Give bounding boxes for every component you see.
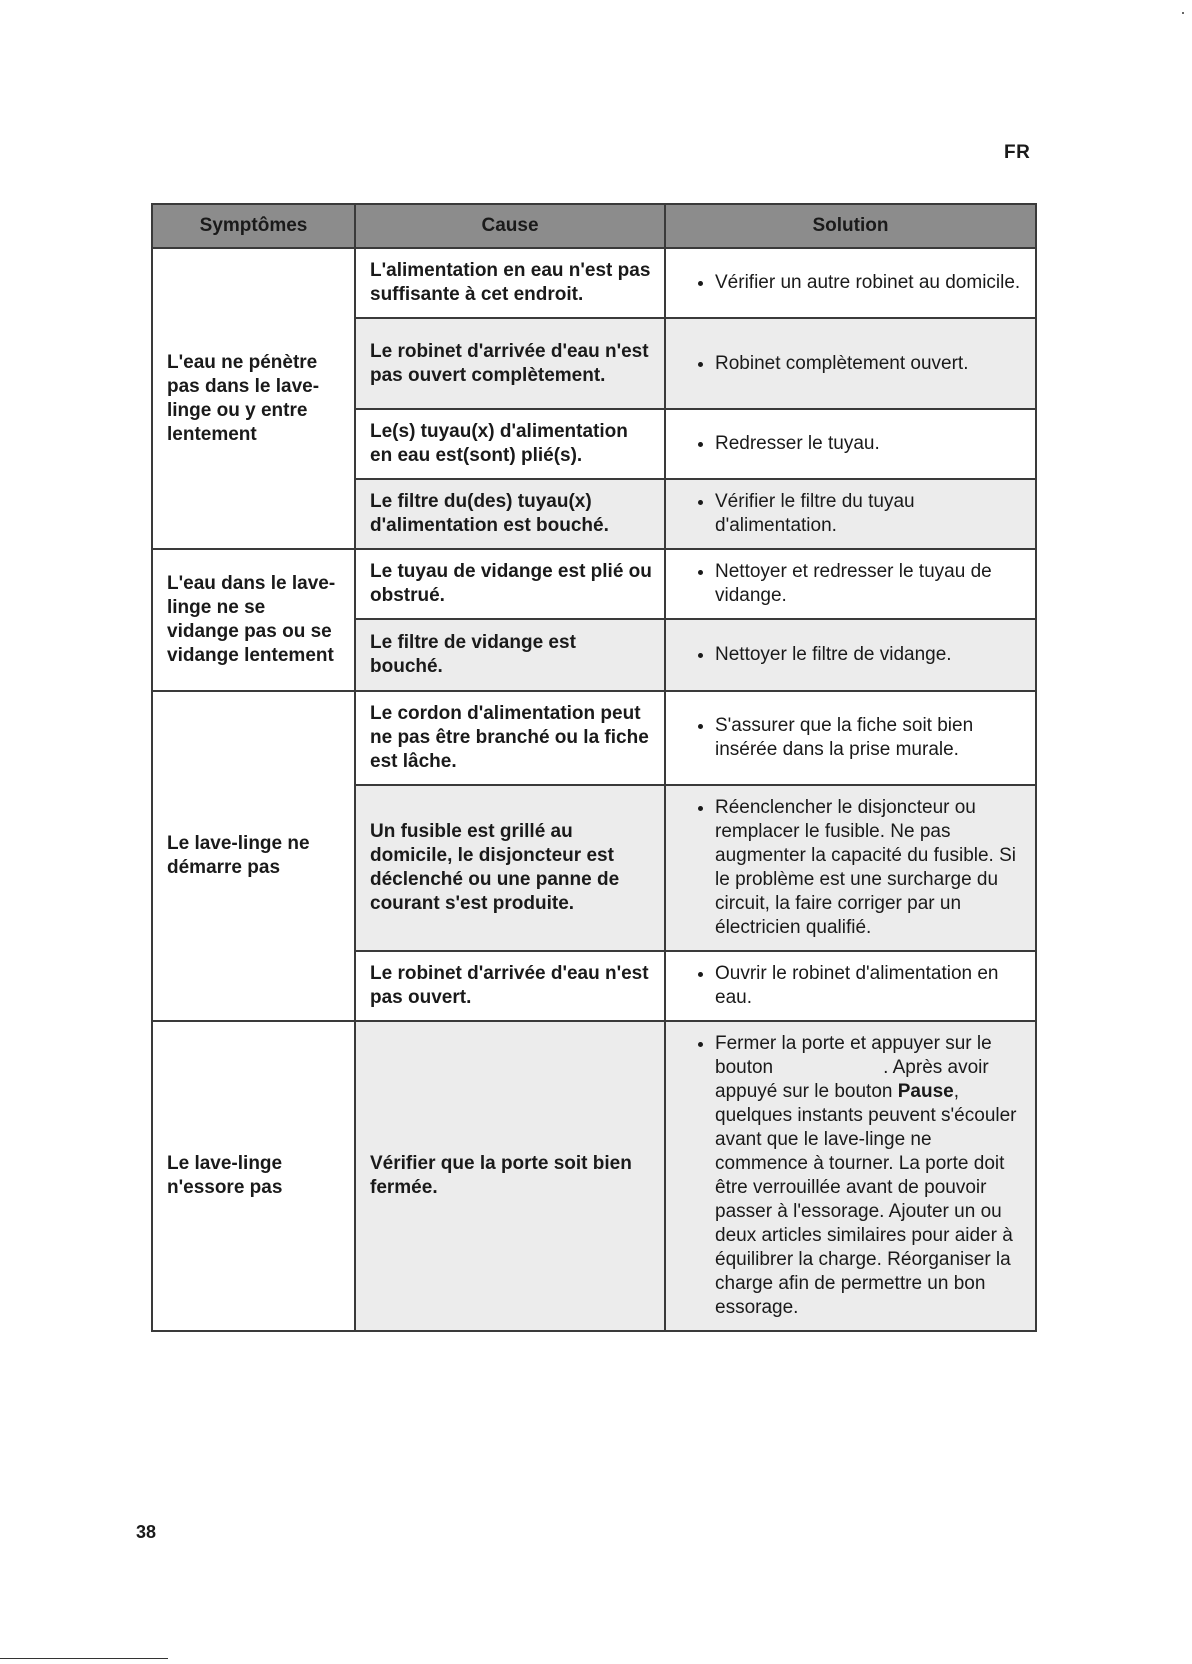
solution-text: • Redresser le tuyau. — [715, 432, 1023, 456]
cause-cell: Le robinet d'arrivée d'eau n'est pas ouvert complètement. — [355, 318, 665, 409]
symptom-cell: Le lave-linge ne démarre pas — [152, 691, 355, 1021]
footer-rule — [0, 1658, 168, 1659]
solution-cell — [665, 479, 1036, 549]
troubleshooting-table — [151, 203, 1037, 1332]
cause-cell: Le(s) tuyau(x) d'alimentation en eau est(sont) plié(s). — [355, 409, 665, 479]
header-symptoms: Symptômes — [152, 204, 355, 248]
solution-cell — [665, 951, 1036, 1021]
cause-cell: Le robinet d'arrivée d'eau n'est pas ouvert. — [355, 951, 665, 1021]
symptom-cell: L'eau ne pénètre pas dans le lave-linge ou y entre lentement — [152, 248, 355, 549]
cause-cell: Le filtre du(des) tuyau(x) d'alimentation est bouché. — [355, 479, 665, 549]
solution-text: • Nettoyer le filtre de vidange. — [715, 643, 1023, 667]
solution-text: • Nettoyer et redresser le tuyau de vidange. — [715, 560, 1023, 608]
solution-cell — [665, 318, 1036, 409]
symptom-cell: L'eau dans le lave-linge ne se vidange pas ou se vidange lentement — [152, 549, 355, 691]
table-row — [152, 549, 1036, 619]
corner-mark — [1182, 12, 1184, 14]
page-number: 38 — [136, 1522, 157, 1542]
solution-text: • Fermer la porte et appuyer sur le bouton . Après avoir appuyé sur le bouton Pause, quelques instants peuvent s'écouler avant que le lave-linge ne commence à tourner. La porte doit être verrouillée avant de pouvoir passer à l'essorage. Ajouter un ou deux articles similaires pour aider à équilibrer la charge. Réorganiser la charge afin de permettre un bon essorage. — [715, 1032, 1023, 1320]
cause-cell: Le tuyau de vidange est plié ou obstrué. — [355, 549, 665, 619]
solution-text: • Réenclencher le disjoncteur ou remplacer le fusible. Ne pas augmenter la capacité du fusible. Si le problème est une surcharge du circuit, la faire corriger par un électricien qualifié. — [715, 796, 1023, 940]
cause-cell: Vérifier que la porte soit bien fermée. — [355, 1021, 665, 1331]
solution-text: • Robinet complètement ouvert. — [715, 352, 1023, 376]
solution-cell — [665, 549, 1036, 619]
cause-cell: Un fusible est grillé au domicile, le disjoncteur est déclenché ou une panne de courant s'est produite. — [355, 785, 665, 951]
solution-cell — [665, 619, 1036, 691]
language-code: FR — [1004, 142, 1031, 163]
pause-label: Pause — [897, 1081, 954, 1102]
symptom-cell: Le lave-linge n'essore pas — [152, 1021, 355, 1331]
table-row — [152, 1021, 1036, 1331]
solution-text: • S'assurer que la fiche soit bien insérée dans la prise murale. — [715, 714, 1023, 762]
cause-cell: Le cordon d'alimentation peut ne pas être branché ou la fiche est lâche. — [355, 691, 665, 785]
solution-text: • Vérifier un autre robinet au domicile. — [715, 271, 1023, 295]
header-solution: Solution — [665, 204, 1036, 248]
table-row — [152, 248, 1036, 318]
solution-cell — [665, 785, 1036, 951]
solution-text: • Vérifier le filtre du tuyau d'alimentation. — [715, 490, 1023, 538]
solution-cell — [665, 248, 1036, 318]
table-row — [152, 691, 1036, 785]
cause-cell: Le filtre de vidange est bouché. — [355, 619, 665, 691]
solution-cell — [665, 691, 1036, 785]
header-cause: Cause — [355, 204, 665, 248]
solution-text: • Ouvrir le robinet d'alimentation en eau. — [715, 962, 1023, 1010]
cause-cell: L'alimentation en eau n'est pas suffisante à cet endroit. — [355, 248, 665, 318]
solution-cell — [665, 1021, 1036, 1331]
solution-cell — [665, 409, 1036, 479]
table-header-row — [152, 204, 1036, 248]
